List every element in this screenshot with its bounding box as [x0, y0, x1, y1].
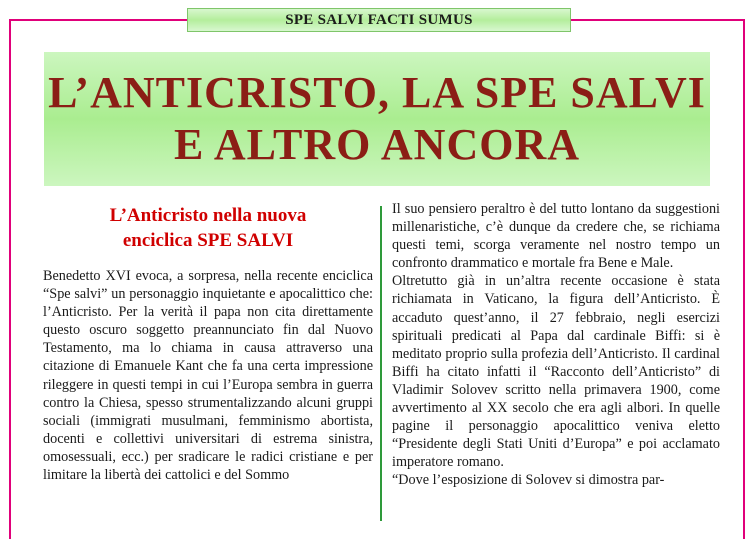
article-subhead: [43, 203, 373, 253]
left-paragraph-1: Benedetto XVI evoca, a sorpresa, nella recente enciclica “Spe salvi” un personaggio inquietante e apocalittico che: l’Anticristo. Per la verità il papa non cita direttamente questo oscuro soggetto preannunciato fin dal Nuovo Testamento, ma lo chiama in causa attraverso una citazione di Emanuele Kant che fa una certa impressione rileggere in questi tempi in cui l’Europa sembra in guerra contro la Chiesa, spesso strumentalizzando alcuni gruppi sociali (immigrati musulmani, femminismo abortista, docenti e collettivi universitari di estrema sinistra, omosessuali, ecc.) per sradicare le radici cristiane e per limitare la libertà dei cattolici e del Sommo: [43, 268, 373, 484]
column-divider: [380, 206, 382, 521]
section-label: SPE SALVI FACTI SUMUS: [187, 8, 571, 32]
headline-box: [44, 52, 710, 186]
right-paragraph-2: Oltretutto già in un’altra recente occasione è stata richiamata in Vaticano, la figura dell’Anticristo. È accaduto quest’anno, il 27 febbraio, negli esercizi spirituali predicati al Papa dal cardinale Biffi: si è meditato proprio sulla profezia dell’Anticristo. Il cardinal Biffi ha citato infatti il “Racconto dell’Anticristo” di Vladimir Solovev scritto nella primavera 1900, come avvertimento al XX secolo che era agli albori. In quelle pagine il personaggio apocalittico veniva eletto “Presidente degli Stati Uniti d’Europa” e poi acclamato imperatore romano.: [392, 273, 720, 471]
subhead-line-2: enciclica SPE SALVI: [122, 230, 294, 251]
right-paragraph-3: “Dove l’esposizione di Solovev si dimostra par-: [392, 472, 665, 489]
left-column: [43, 200, 373, 484]
right-column: [392, 200, 720, 490]
headline-line-1: L’ANTICRISTO, LA SPE SALVI: [48, 68, 706, 117]
subhead-line-1: L’Anticristo nella nuova: [109, 205, 307, 226]
headline-line-2: E ALTRO ANCORA: [173, 120, 581, 169]
right-paragraph-1: Il suo pensiero peraltro è del tutto lontano da suggestioni millenaristiche, c’è dunque da credere che, se richiama questi temi, scorga veramente nel nostro tempo un confronto drammatico e mortale fra Bene e Male.: [392, 201, 720, 272]
